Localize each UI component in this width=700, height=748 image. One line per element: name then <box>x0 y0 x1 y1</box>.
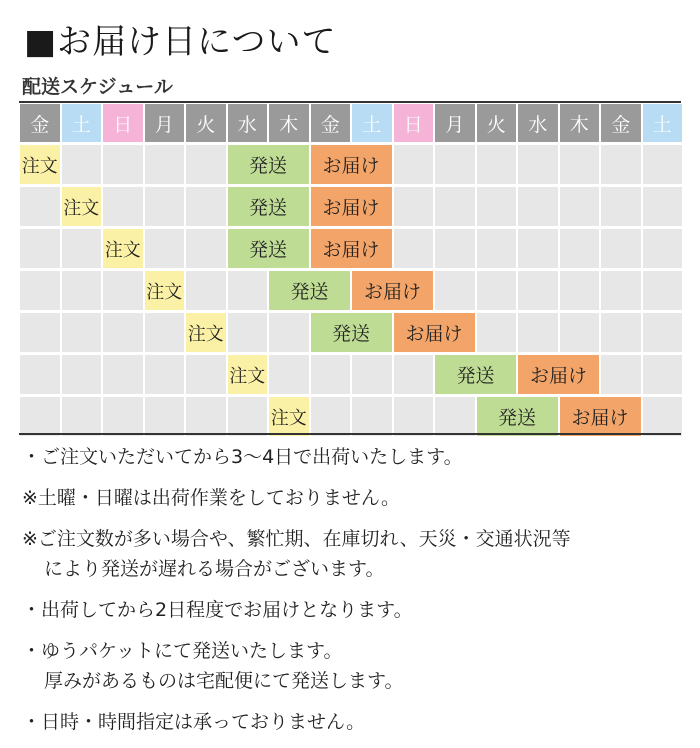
deliver-bar: お届け <box>518 355 599 394</box>
empty-cell <box>643 271 683 310</box>
empty-cell <box>435 145 475 184</box>
empty-cell <box>560 187 600 226</box>
day-header: 火 <box>186 104 226 142</box>
order-cell: 注文 <box>62 187 102 226</box>
empty-cell <box>145 145 185 184</box>
top-divider <box>19 101 681 103</box>
empty-cell <box>186 355 226 394</box>
note-line: 厚みがあるものは宅配便にて発送します。 <box>44 670 404 692</box>
empty-cell <box>518 145 558 184</box>
empty-cell <box>62 355 102 394</box>
day-header: 木 <box>560 104 600 142</box>
empty-cell <box>560 145 600 184</box>
empty-cell <box>145 397 185 436</box>
empty-cell <box>145 187 185 226</box>
empty-cell <box>103 271 143 310</box>
deliver-bar: お届け <box>311 229 392 268</box>
notes-list <box>22 442 571 748</box>
empty-cell <box>394 187 434 226</box>
order-cell: 注文 <box>20 145 60 184</box>
empty-cell <box>601 145 641 184</box>
note-line: ・ゆうパケットにて発送いたします。 <box>22 640 343 662</box>
empty-cell <box>394 145 434 184</box>
empty-cell <box>435 397 475 436</box>
order-cell: 注文 <box>228 355 268 394</box>
day-header: 金 <box>601 104 641 142</box>
empty-cell <box>643 313 683 352</box>
ship-bar: 発送 <box>477 397 558 436</box>
note-line: ・ご注文いただいてから3〜4日で出荷いたします。 <box>22 446 463 468</box>
empty-cell <box>269 355 309 394</box>
deliver-bar: お届け <box>394 313 475 352</box>
empty-cell <box>103 355 143 394</box>
day-header: 日 <box>103 104 143 142</box>
empty-cell <box>269 313 309 352</box>
note-line: ※土曜・日曜は出荷作業をしておりません。 <box>22 487 401 509</box>
empty-cell <box>186 145 226 184</box>
deliver-bar: お届け <box>311 145 392 184</box>
day-header: 土 <box>352 104 392 142</box>
order-cell: 注文 <box>103 229 143 268</box>
note-line: ・日時・時間指定は承っておりません。 <box>22 711 366 733</box>
empty-cell <box>62 145 102 184</box>
ship-bar: 発送 <box>311 313 392 352</box>
order-cell: 注文 <box>186 313 226 352</box>
day-header: 水 <box>228 104 268 142</box>
deliver-bar: お届け <box>560 397 641 436</box>
empty-cell <box>477 271 517 310</box>
delivery-schedule-grid <box>20 104 682 436</box>
deliver-bar: お届け <box>352 271 433 310</box>
empty-cell <box>643 187 683 226</box>
day-header: 火 <box>477 104 517 142</box>
ship-bar: 発送 <box>228 229 309 268</box>
empty-cell <box>186 271 226 310</box>
empty-cell <box>62 397 102 436</box>
empty-cell <box>20 271 60 310</box>
note-item <box>22 524 571 584</box>
empty-cell <box>435 187 475 226</box>
empty-cell <box>103 397 143 436</box>
empty-cell <box>394 397 434 436</box>
note-item <box>22 442 571 472</box>
day-header: 日 <box>394 104 434 142</box>
empty-cell <box>186 229 226 268</box>
empty-cell <box>643 145 683 184</box>
empty-cell <box>560 229 600 268</box>
empty-cell <box>186 397 226 436</box>
day-header: 月 <box>435 104 475 142</box>
empty-cell <box>311 355 351 394</box>
empty-cell <box>103 187 143 226</box>
day-header: 木 <box>269 104 309 142</box>
day-header: 水 <box>518 104 558 142</box>
empty-cell <box>477 187 517 226</box>
empty-cell <box>601 313 641 352</box>
empty-cell <box>145 313 185 352</box>
day-header: 金 <box>20 104 60 142</box>
note-item <box>22 483 571 513</box>
note-line: ※ご注文数が多い場合や、繁忙期、在庫切れ、天災・交通状況等 <box>22 528 571 550</box>
order-cell: 注文 <box>269 397 309 436</box>
day-header: 月 <box>145 104 185 142</box>
empty-cell <box>435 271 475 310</box>
deliver-bar: お届け <box>311 187 392 226</box>
empty-cell <box>186 187 226 226</box>
empty-cell <box>103 313 143 352</box>
empty-cell <box>477 229 517 268</box>
empty-cell <box>601 229 641 268</box>
note-item <box>22 636 571 696</box>
empty-cell <box>601 271 641 310</box>
empty-cell <box>228 397 268 436</box>
empty-cell <box>518 229 558 268</box>
note-line: ・出荷してから2日程度でお届けとなります。 <box>22 599 413 621</box>
empty-cell <box>20 313 60 352</box>
empty-cell <box>518 271 558 310</box>
empty-cell <box>643 229 683 268</box>
empty-cell <box>62 229 102 268</box>
empty-cell <box>518 187 558 226</box>
empty-cell <box>601 355 641 394</box>
empty-cell <box>435 229 475 268</box>
ship-bar: 発送 <box>228 187 309 226</box>
ship-bar: 発送 <box>435 355 516 394</box>
empty-cell <box>394 229 434 268</box>
empty-cell <box>560 271 600 310</box>
empty-cell <box>352 397 392 436</box>
empty-cell <box>20 355 60 394</box>
empty-cell <box>62 271 102 310</box>
order-cell: 注文 <box>145 271 185 310</box>
empty-cell <box>62 313 102 352</box>
empty-cell <box>643 397 683 436</box>
note-item <box>22 595 571 625</box>
day-header: 土 <box>643 104 683 142</box>
day-header: 金 <box>311 104 351 142</box>
empty-cell <box>20 397 60 436</box>
empty-cell <box>228 271 268 310</box>
schedule-subtitle: 配送スケジュール <box>22 76 173 98</box>
empty-cell <box>145 229 185 268</box>
day-header: 土 <box>62 104 102 142</box>
ship-bar: 発送 <box>228 145 309 184</box>
empty-cell <box>477 313 517 352</box>
empty-cell <box>145 355 185 394</box>
empty-cell <box>560 313 600 352</box>
empty-cell <box>518 313 558 352</box>
empty-cell <box>601 187 641 226</box>
empty-cell <box>643 355 683 394</box>
empty-cell <box>394 355 434 394</box>
note-item <box>22 707 571 737</box>
ship-bar: 発送 <box>269 271 350 310</box>
empty-cell <box>103 145 143 184</box>
empty-cell <box>20 229 60 268</box>
empty-cell <box>20 187 60 226</box>
empty-cell <box>228 313 268 352</box>
note-line: により発送が遅れる場合がございます。 <box>44 558 385 580</box>
empty-cell <box>477 145 517 184</box>
page-title: ■お届け日について <box>24 22 337 62</box>
bottom-divider <box>19 433 681 435</box>
empty-cell <box>352 355 392 394</box>
empty-cell <box>311 397 351 436</box>
